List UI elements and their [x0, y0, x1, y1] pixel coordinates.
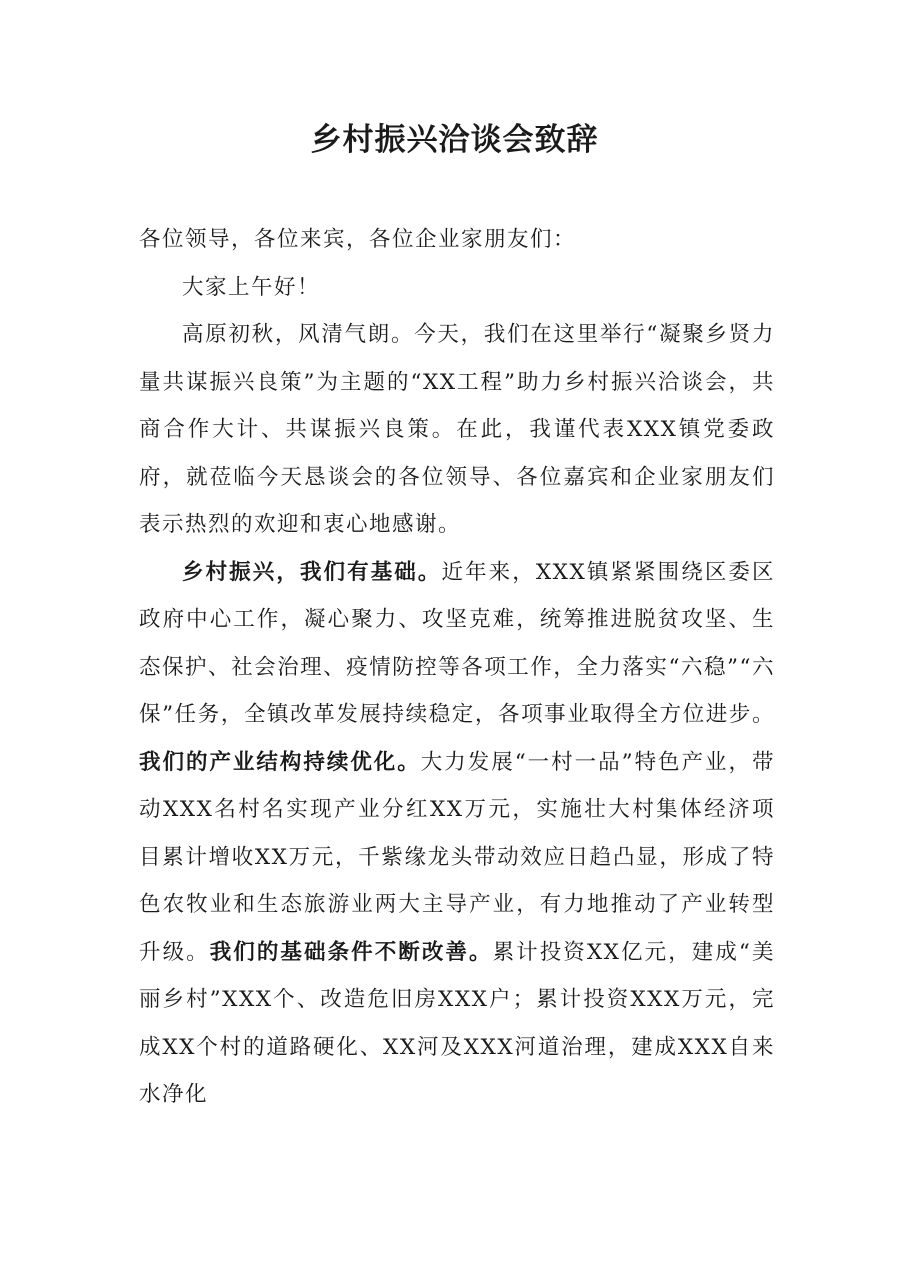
infrastructure-heading: 我们的基础条件不断改善。 [209, 939, 493, 965]
paragraph-text: 近年来，XXX镇紧紧围绕区委区政府中心工作，凝心聚力、攻坚克难，统筹推进脱贫攻坚、生态保护、社会治理、疫情防控等各项工作，全力落实“六稳”“六保”任务，全镇改革发展持续稳定，各项事业取得全方位进步。 [139, 559, 775, 727]
document-title: 乡村振兴洽谈会致辞 [310, 122, 599, 158]
infrastructure-text: 累计投资XX亿元，建成“美丽乡村”XXX个、改造危旧房XXX户；累计投资XXX万元，完成XX个村的道路硬化、XX河及XXX河道治理，建成XXX自来水净化 [139, 939, 775, 1107]
paragraph-lead-heading: 乡村振兴，我们有基础。 [182, 559, 442, 585]
industry-text: 大力发展“一村一品”特色产业，带动XXX名村名实现产业分红XX万元，实施壮大村集体经济项目累计增收XX万元，千紫缘龙头带动效应日趋凸显，形成了特色农牧业和生态旅游业两大主导产业，有力地推动了产业转型升级。 [139, 749, 775, 965]
paragraph-opening: 高原初秋，风清气朗。今天，我们在这里举行“凝聚乡贤力量共谋振兴良策”为主题的“XX工程”助力乡村振兴洽谈会，共商合作大计、共谋振兴良策。在此，我谨代表XXX镇党委政府，就莅临今天恳谈会的各位领导、各位嘉宾和企业家朋友们表示热烈的欢迎和衷心地感谢。 [139, 322, 775, 537]
paragraph-foundation [139, 549, 775, 1119]
salutation: 各位领导，各位来宾，各位企业家朋友们： [139, 227, 577, 252]
greeting: 大家上午好！ [182, 274, 321, 300]
document-body [139, 216, 775, 1119]
industry-heading: 我们的产业结构持续优化。 [139, 749, 421, 775]
